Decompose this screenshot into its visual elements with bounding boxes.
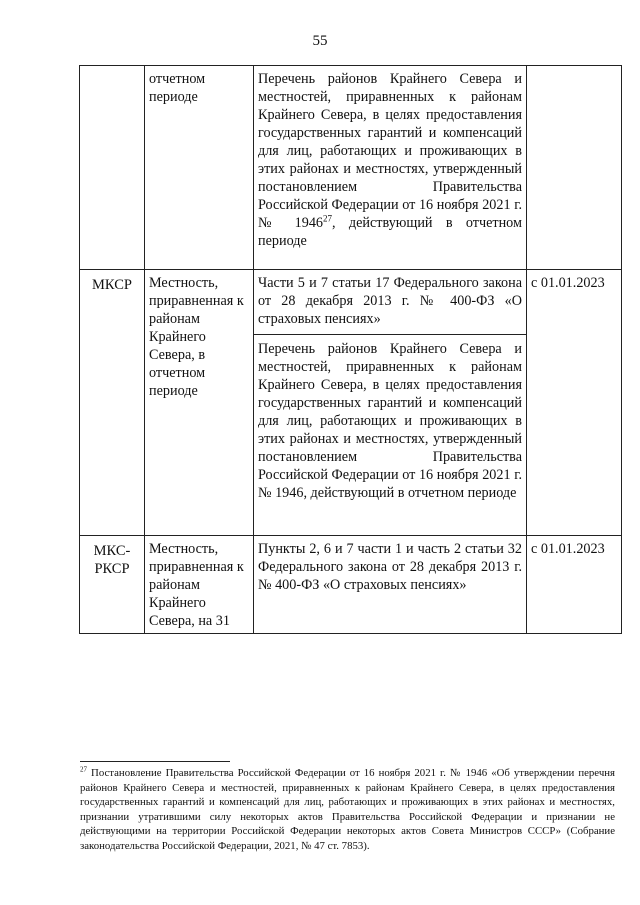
footnote-text: Постановление Правительства Российской Федерации от 16 ноября 2021 г. № 1946 «Об утверждении перечня районов Крайнего Севера и местностей, приравненных к районам Крайнего Севера, в целях предоставления государственных гарантий и компенсаций для лиц, работающих и проживающих в этих районах и местностях, признании утратившими силу некоторых актов Правительства Российской Федерации и признании не действующими на территории Российской Федерации некоторых актов Совета Министров СССР» (Собрание законодательства Российской Федерации, 2021, № 47 ст. 7853). [80,767,615,852]
legal-basis-text: Пункты 2, 6 и 7 части 1 и часть 2 статьи 32 Федерального закона от 28 декабря 2013 г. № 400-ФЗ «О страховых пенсиях» [258,541,522,593]
territory-description: отчетном периоде [145,66,254,270]
territory-table [79,65,622,634]
territory-description: Местность, приравненная к районам Крайнего Севера, в отчетном периоде [145,270,254,536]
legal-basis-cell [254,536,527,634]
footnote [80,766,615,853]
legal-basis-text-tail: , действующий в отчетном периоде [258,215,522,249]
legal-basis-text: Перечень районов Крайнего Севера и местностей, приравненных к районам Крайнего Севера, в целях предоставления государственных гарантий и компенсаций для лиц, работающих и проживающих в этих районах и местностях, утвержденный постановлением Правительства Российской Федерации от 16 ноября 2021 г. № 1946 [258,71,522,231]
table-row [80,66,622,270]
legal-basis-cell [254,66,527,270]
footnote-ref: 27 [323,213,333,224]
footnote-separator [80,761,230,762]
table-row [80,270,622,536]
effective-date [527,66,622,270]
page-number: 55 [312,33,328,49]
legal-basis-text: Части 5 и 7 статьи 17 Федерального закона от 28 декабря 2013 г. № 400-ФЗ «О страховых пенсиях» [258,275,522,327]
territory-code [80,66,145,270]
territory-code: МКСР [80,270,145,536]
effective-date: с 01.01.2023 [527,270,622,536]
effective-date: с 01.01.2023 [527,536,622,634]
legal-basis-cell [254,270,527,536]
footnote-marker: 27 [80,765,87,774]
territory-description: Местность, приравненная к районам Крайнего Севера, на 31 [145,536,254,634]
territory-code: МКС-РКСР [80,536,145,634]
legal-basis-text: Перечень районов Крайнего Севера и местностей, приравненных к районам Крайнего Севера, в целях предоставления государственных гарантий и компенсаций для лиц, работающих и проживающих в этих районах и местностях, утвержденный постановлением Правительства Российской Федерации от 16 ноября 2021 г. № 1946, действующий в отчетном периоде [254,334,526,502]
table-row [80,536,622,634]
